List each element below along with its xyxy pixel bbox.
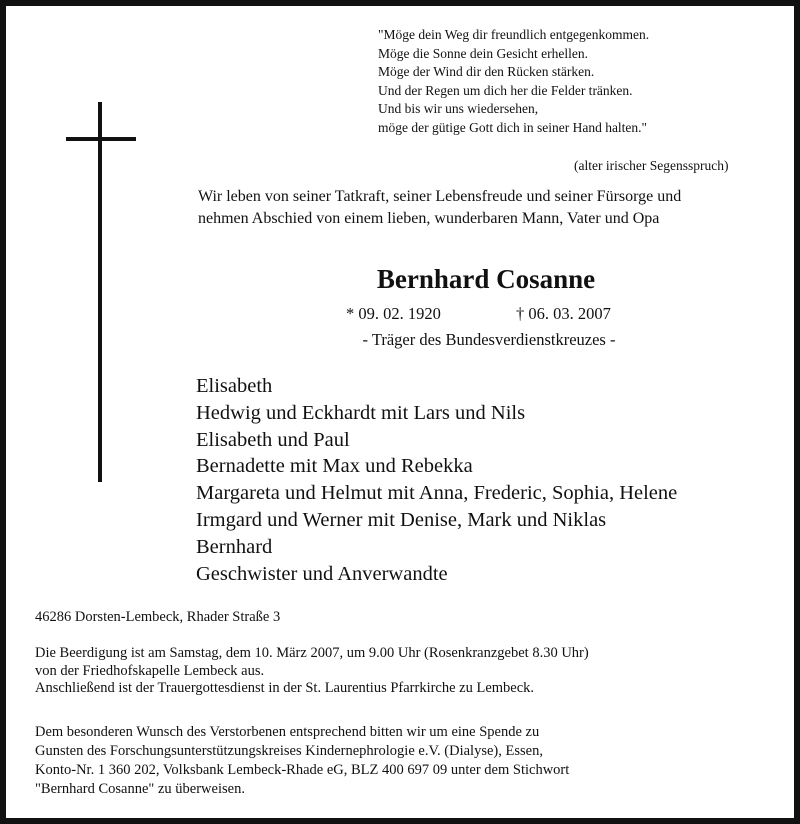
- intro-line: Wir leben von seiner Tatkraft, seiner Lebensfreude und seiner Fürsorge und: [198, 188, 682, 205]
- funeral-line: Anschließend ist der Trauergottesdienst in der St. Laurentius Pfarrkirche zu Lembeck.: [35, 680, 535, 696]
- donation-info: [35, 723, 569, 799]
- intro-line: nehmen Abschied von einem lieben, wunderbaren Mann, Vater und Opa: [198, 210, 660, 227]
- address: 46286 Dorsten-Lembeck, Rhader Straße 3: [35, 609, 281, 625]
- poem-line: Und der Regen um dich her die Felder tränken.: [378, 82, 633, 98]
- donation-line: Gunsten des Forschungsunterstützungskreises Kindernephrologie e.V. (Dialyse), Essen,: [35, 743, 543, 759]
- honor-line: - Träger des Bundesverdienstkreuzes -: [362, 330, 616, 349]
- mourner-item: Elisabeth und Paul: [196, 428, 350, 451]
- mourner-item: Bernadette mit Max und Rebekka: [196, 455, 473, 478]
- funeral-line: Die Beerdigung ist am Samstag, dem 10. März 2007, um 9.00 Uhr (Rosenkranzgebet 8.30 Uhr): [35, 645, 589, 661]
- funeral-info: [35, 645, 589, 698]
- mourner-item: Margareta und Helmut mit Anna, Frederic, Sophia, Helene: [196, 482, 678, 505]
- intro-text: [198, 186, 681, 230]
- mourner-item: Elisabeth: [196, 375, 273, 397]
- poem-line: "Möge dein Weg dir freundlich entgegenkommen.: [378, 27, 650, 42]
- mourner-item: Geschwister und Anverwandte: [196, 562, 448, 585]
- donation-line: Konto-Nr. 1 360 202, Volksbank Lembeck-Rhade eG, BLZ 400 697 09 unter dem Stichwort: [35, 762, 570, 778]
- deceased-name: Bernhard Cosanne: [376, 264, 596, 294]
- mourner-item: Hedwig und Eckhardt mit Lars und Nils: [196, 401, 526, 424]
- death-date: † 06. 03. 2007: [516, 304, 611, 323]
- poem-line: möge der gütige Gott dich in seiner Hand halten.": [378, 119, 648, 135]
- cross-horizontal-bar: [66, 137, 136, 141]
- donation-line: Dem besonderen Wunsch des Verstorbenen entsprechend bitten wir um eine Spende zu: [35, 724, 540, 740]
- mourner-item: Irmgard und Werner mit Denise, Mark und Niklas: [196, 508, 607, 531]
- funeral-line: von der Friedhofskapelle Lembeck aus.: [35, 662, 265, 679]
- donation-line: "Bernhard Cosanne" zu überweisen.: [35, 781, 245, 797]
- mourner-item: Bernhard: [196, 535, 273, 558]
- birth-date: * 09. 02. 1920: [346, 304, 441, 323]
- poem-quote: [378, 26, 649, 137]
- poem-line: Und bis wir uns wiedersehen,: [378, 101, 539, 116]
- poem-source: (alter irischer Segensspruch): [574, 158, 729, 173]
- mourners-list: [196, 373, 677, 587]
- poem-line: Möge die Sonne dein Gesicht erhellen.: [378, 45, 588, 61]
- poem-line: Möge der Wind dir den Rücken stärken.: [378, 64, 595, 79]
